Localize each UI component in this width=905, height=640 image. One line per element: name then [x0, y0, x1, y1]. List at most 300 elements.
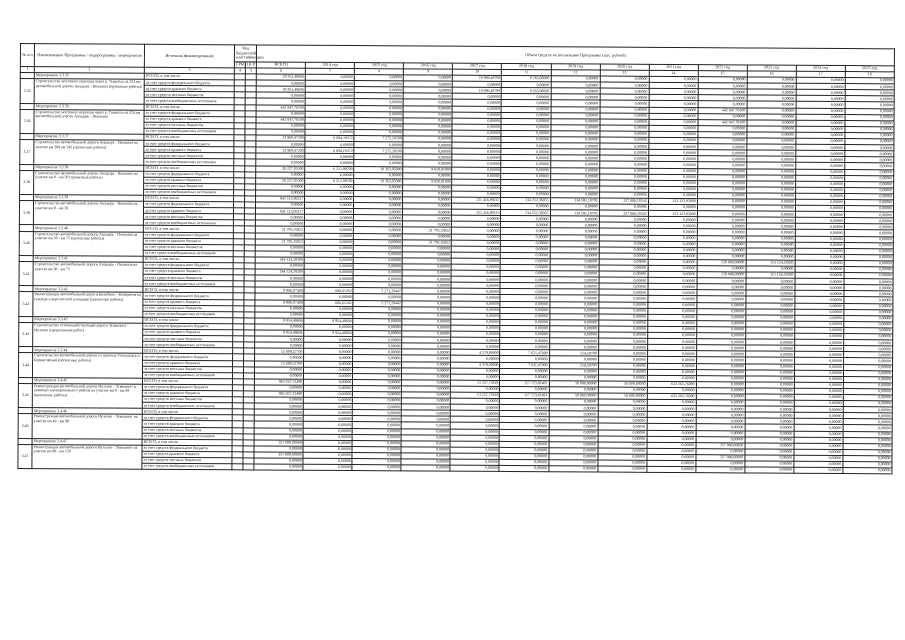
amount-cell: 0,00000	[696, 394, 745, 400]
amount-cell: 0,00000	[451, 404, 500, 410]
amount-cell: 0,00000	[305, 184, 354, 190]
amount-cell: 0,00000	[796, 83, 845, 89]
amount-cell: 0,00000	[548, 454, 597, 460]
amount-cell: 0,00000	[452, 203, 501, 209]
amount-cell: 0,00000	[843, 462, 892, 468]
amount-cell: 0,00000	[550, 277, 599, 283]
amount-cell: 0,00000	[353, 324, 402, 330]
source-label: за счет средств внебюджетных источников	[144, 189, 234, 196]
amount-cell: 0,00000	[600, 125, 649, 131]
group-title: Мероприятие 3.3.39	[34, 195, 144, 202]
amount-cell: 0,00000	[403, 203, 452, 209]
amount-cell: 0,00000	[599, 186, 648, 192]
amount-cell: 0,00000	[255, 354, 304, 360]
amount-cell: 0,00000	[794, 339, 843, 345]
source-label: за счет средств краевого бюджета	[144, 146, 234, 153]
amount-cell: 442 847,78100	[256, 117, 305, 123]
amount-cell: 0,00000	[845, 102, 894, 108]
amount-cell: 0,00000	[698, 144, 747, 150]
amount-cell: 0,00000	[355, 81, 404, 87]
amount-cell: 0,00000	[649, 95, 698, 101]
amount-cell: 0,00000	[550, 155, 599, 161]
amount-cell: 0,00000	[698, 95, 747, 101]
amount-cell: 0,00000	[353, 294, 402, 300]
amount-cell: 0,00000	[305, 214, 354, 220]
amount-cell: 0,00000	[549, 441, 598, 447]
row-number: 3.40	[19, 231, 33, 255]
amount-cell: 0,00000	[352, 465, 401, 471]
amount-cell: 0,00000	[845, 157, 894, 163]
amount-cell: 0,00000	[843, 449, 892, 455]
amount-cell: 0,00000	[599, 180, 648, 186]
amount-cell: 0,00000	[402, 264, 451, 270]
amount-cell: 0,00000	[255, 275, 304, 281]
amount-cell: 0,00000	[795, 303, 844, 309]
amount-cell: 0,00000	[402, 294, 451, 300]
amount-cell: 0,00000	[845, 96, 894, 102]
amount-cell: 0,00000	[499, 459, 548, 465]
amount-cell: 0,00000	[402, 331, 451, 337]
amount-cell: 0,00000	[401, 465, 450, 471]
amount-cell: 0,00000	[549, 295, 598, 301]
amount-cell: 0,00000	[451, 276, 500, 282]
group-title: Мероприятие 3.3.36	[34, 103, 144, 110]
amount-cell: 0,00000	[795, 217, 844, 223]
source-label: за счет средств местных бюджетов	[143, 244, 233, 251]
amount-cell: 0,00000	[500, 283, 549, 289]
amount-cell: 0,00000	[647, 460, 696, 466]
amount-cell: 0,00000	[843, 388, 892, 394]
amount-cell: 0,00000	[354, 117, 403, 123]
amount-cell: 0,00000	[745, 351, 794, 357]
amount-cell: 0,00000	[745, 321, 794, 327]
amount-cell: 0,00000	[843, 376, 892, 382]
amount-cell: 0,00000	[452, 234, 501, 240]
source-label: за счет средств местных бюджетов	[144, 214, 234, 221]
amount-cell: 0,00000	[746, 162, 795, 168]
amount-cell: 0,00000	[843, 437, 892, 443]
amount-cell: 0,00000	[647, 412, 696, 418]
amount-cell: 0,00000	[794, 419, 843, 425]
amount-cell: 963 267,31490	[255, 391, 304, 397]
source-label: за счет средств местных бюджетов	[143, 274, 233, 281]
amount-cell: 0,00000	[501, 228, 550, 234]
amount-cell: 134 591,18705	[550, 198, 599, 204]
amount-cell: 0,00000	[550, 265, 599, 271]
amount-cell: 0,00000	[303, 422, 352, 428]
amount-cell: 0,00000	[648, 247, 697, 253]
group-title: Мероприятие 3.3.35	[34, 73, 144, 80]
amount-cell: 0,00000	[452, 252, 501, 258]
amount-cell: 0,00000	[845, 90, 894, 96]
amount-cell: 0,00000	[598, 308, 647, 314]
amount-cell: 7 621,47000	[500, 362, 549, 368]
column-index: 2	[34, 67, 144, 74]
amount-cell: 0,00000	[696, 351, 745, 357]
amount-cell: 0,00000	[598, 332, 647, 338]
amount-cell: 0,00000	[550, 259, 599, 265]
source-label: за счет средств местных бюджетов	[142, 427, 232, 434]
amount-cell: 0,00000	[550, 222, 599, 228]
source-label: за счет средств федерального бюджета	[142, 445, 232, 452]
amount-cell: 0,00000	[452, 106, 501, 112]
amount-cell: 0,00000	[599, 265, 648, 271]
budget-table	[17, 43, 895, 475]
amount-cell: 0,00000	[500, 301, 549, 307]
amount-cell: 0,00000	[352, 428, 401, 434]
source-label: за счет средств федерального бюджета	[143, 354, 233, 361]
amount-cell: 0,00000	[305, 239, 354, 245]
amount-cell: 0,00000	[353, 276, 402, 282]
measure-name: Строительство мостового перехода через р. Тымъёль на 224 км автомобильной дороги Анадырь - Пенжина	[34, 109, 144, 134]
amount-cell: 0,00000	[648, 284, 697, 290]
amount-cell: 0,00000	[697, 150, 746, 156]
amount-cell: 0,00000	[795, 242, 844, 248]
amount-cell: 129 000,00000	[697, 272, 746, 278]
amount-cell: 0,00000	[746, 229, 795, 235]
source-label: за счет средств краевого бюджета	[143, 268, 233, 275]
header-year: 2019 год	[551, 64, 600, 70]
amount-cell: 0,00000	[746, 181, 795, 187]
amount-cell: 0,00000	[598, 344, 647, 350]
amount-cell: 0,00000	[352, 452, 401, 458]
amount-cell: 0,00000	[256, 123, 305, 129]
row-number: 3.45	[18, 383, 32, 407]
amount-cell: 0,00000	[255, 263, 304, 269]
amount-cell: 0,00000	[844, 200, 893, 206]
amount-cell: 0,00000	[746, 175, 795, 181]
amount-cell: 0,00000	[453, 100, 502, 106]
source-label: за счет средств внебюджетных источников	[143, 220, 233, 227]
source-label: за счет средств краевого бюджета	[143, 238, 233, 245]
amount-cell: 0,00000	[844, 230, 893, 236]
amount-cell: 0,00000	[598, 320, 647, 326]
header-year: 2021 год	[649, 64, 698, 70]
amount-cell: 0,00000	[648, 259, 697, 265]
source-label: за счет средств краевого бюджета	[144, 116, 234, 123]
row-number: 3.39	[19, 201, 33, 225]
amount-cell: 0,00000	[354, 172, 403, 178]
amount-cell: 0,00000	[599, 168, 648, 174]
amount-cell: 0,00000	[303, 428, 352, 434]
source-label: за счет средств федерального бюджета	[142, 415, 232, 422]
amount-cell: 0,00000	[746, 248, 795, 254]
amount-cell: 0,00000	[844, 285, 893, 291]
amount-cell: 0,00000	[303, 458, 352, 464]
amount-cell: 0,00000	[451, 282, 500, 288]
amount-cell: 0,00000	[843, 431, 892, 437]
amount-cell: 0,00000	[795, 181, 844, 187]
source-label: за счет средств внебюджетных источников	[144, 159, 234, 166]
amount-cell: 0,00000	[500, 277, 549, 283]
amount-cell: 0,00000	[648, 265, 697, 271]
header-year: 2024 год	[796, 65, 845, 71]
amount-cell: 0,00000	[502, 112, 551, 118]
amount-cell: 0,00000	[452, 167, 501, 173]
amount-cell: 0,00000	[745, 412, 794, 418]
source-label: ВСЕГО, в том числе:	[142, 439, 232, 446]
column-index: 15	[698, 71, 747, 77]
amount-cell: 0,00000	[548, 466, 597, 472]
amount-cell: 0,00000	[746, 205, 795, 211]
amount-cell: 0,00000	[354, 142, 403, 148]
amount-cell: 0,00000	[303, 452, 352, 458]
amount-cell: 0,00000	[845, 84, 894, 90]
amount-cell: 0,00000	[500, 405, 549, 411]
column-index: 16	[747, 71, 796, 77]
amount-cell: 0,00000	[402, 306, 451, 312]
amount-cell: 0,00000	[844, 181, 893, 187]
amount-cell: 5 271,20447	[353, 288, 402, 294]
amount-cell: 0,00000	[794, 345, 843, 351]
amount-cell: 0,00000	[647, 405, 696, 411]
amount-cell: 0,00000	[600, 82, 649, 88]
amount-cell: 0,00000	[549, 289, 598, 295]
amount-cell: 0,00000	[649, 131, 698, 137]
grbs-cell	[232, 464, 243, 470]
amount-cell: 0,00000	[501, 234, 550, 240]
amount-cell: 0,00000	[844, 254, 893, 260]
measure-name: Строительство сезоннодействующей дороги Эгвекинот - Иультин (продолжение работ)	[33, 323, 143, 348]
amount-cell: 115 124,28300	[746, 272, 795, 278]
amount-cell: 0,00000	[550, 173, 599, 179]
amount-cell: 0,00000	[844, 193, 893, 199]
amount-cell: 0,00000	[451, 423, 500, 429]
source-label: за счет средств краевого бюджета	[143, 329, 233, 336]
amount-cell: 0,00000	[647, 387, 696, 393]
amount-cell: 0,00000	[696, 430, 745, 436]
amount-cell: 0,00000	[550, 192, 599, 198]
source-label: ВСЕГО, в том числе:	[143, 226, 233, 233]
amount-cell: 0,00000	[402, 276, 451, 282]
amount-cell: 0,00000	[795, 321, 844, 327]
amount-cell: 0,00000	[306, 80, 355, 86]
column-index: 11	[502, 70, 551, 76]
amount-cell: 129 000,00000	[697, 260, 746, 266]
amount-cell: 357 000,00000	[696, 442, 745, 448]
source-label: за счет средств краевого бюджета	[142, 390, 232, 397]
amount-cell: 0,00000	[403, 148, 452, 154]
amount-cell: 0,00000	[353, 270, 402, 276]
amount-cell: 50 000,00000	[598, 393, 647, 399]
amount-cell: 0,00000	[599, 149, 648, 155]
amount-cell: 6 212,99700	[305, 178, 354, 184]
amount-cell: 0,00000	[697, 284, 746, 290]
amount-cell: 0,00000	[403, 172, 452, 178]
amount-cell: 0,00000	[746, 309, 795, 315]
amount-cell: 10 363,95000	[354, 166, 403, 172]
column-index: 1	[20, 67, 34, 73]
amount-cell: 0,00000	[597, 460, 646, 466]
amount-cell: 0,00000	[549, 399, 598, 405]
amount-cell: 0,00000	[795, 205, 844, 211]
amount-cell: 0,00000	[794, 394, 843, 400]
amount-cell: 0,00000	[402, 410, 451, 416]
measure-name: Строительство мостового перехода через р. Тымъёль на 224 км автомобильной дороги Анадырь - Пенжина (проектные работы)	[34, 79, 144, 104]
group-title: Мероприятие 3.3.38	[34, 164, 144, 171]
header-grbs: ГРБС	[236, 61, 247, 67]
amount-cell: 0,00000	[745, 388, 794, 394]
amount-cell: 0,00000	[353, 373, 402, 379]
amount-cell: 244 124,28300	[255, 269, 304, 275]
amount-cell: 0,00000	[648, 156, 697, 162]
amount-cell: 0,00000	[745, 327, 794, 333]
amount-cell: 0,00000	[500, 356, 549, 362]
amount-cell: 0,00000	[696, 357, 745, 363]
amount-cell: 0,00000	[845, 120, 894, 126]
row-number: 3.44	[18, 353, 32, 377]
amount-cell: 0,00000	[647, 314, 696, 320]
amount-cell: 0,00000	[500, 368, 549, 374]
group-title: Мероприятие 3.4.45	[32, 377, 142, 384]
amount-cell: 0,00000	[598, 338, 647, 344]
amount-cell: 0,00000	[794, 400, 843, 406]
amount-cell: 0,00000	[844, 206, 893, 212]
amount-cell: 0,00000	[747, 132, 796, 138]
amount-cell: 0,00000	[745, 382, 794, 388]
amount-cell: 0,00000	[794, 449, 843, 455]
amount-cell: 0,00000	[402, 355, 451, 361]
amount-cell: 0,00000	[304, 294, 353, 300]
amount-cell: 0,00000	[403, 221, 452, 227]
amount-cell: 0,00000	[746, 266, 795, 272]
amount-cell: 0,00000	[697, 186, 746, 192]
amount-cell: 0,00000	[451, 331, 500, 337]
source-label: за счет средств внебюджетных источников	[143, 372, 233, 379]
measure-name: Строительство автомобильной дороги от причала Угольный в п. Беринговский (проектные работы)	[32, 353, 142, 378]
amount-cell: 0,00000	[304, 257, 353, 263]
amount-cell: 0,00000	[402, 349, 451, 355]
column-index: 14	[649, 70, 698, 76]
amount-cell: 0,00000	[353, 312, 402, 318]
measure-name: Строительство автомобильной дороги Анадырь - Пенжина на участке км 30 - км 75	[33, 262, 143, 287]
amount-cell: 0,00000	[353, 398, 402, 404]
amount-cell: 0,00000	[746, 242, 795, 248]
amount-cell: 0,00000	[696, 388, 745, 394]
amount-cell: 0,00000	[746, 199, 795, 205]
amount-cell: 0,00000	[843, 382, 892, 388]
amount-cell: 0,00000	[354, 93, 403, 99]
amount-cell: 0,00000	[354, 105, 403, 111]
amount-cell: 9 650,91000	[403, 166, 452, 172]
amount-cell: 0,00000	[598, 363, 647, 369]
amount-cell: 0,00000	[648, 229, 697, 235]
amount-cell: 0,00000	[451, 301, 500, 307]
amount-cell: 0,00000	[402, 398, 451, 404]
measure-name: Строительство автомобильной дороги Анадырь - Пенжина на участке км 308 км 245 (проектные работы)	[34, 140, 144, 165]
amount-cell: 0,00000	[255, 245, 304, 251]
amount-cell: 0,00000	[452, 246, 501, 252]
amount-cell: 0,00000	[794, 455, 843, 461]
amount-cell: 0,00000	[697, 211, 746, 217]
amount-cell: 0,00000	[452, 112, 501, 118]
amount-cell: 0,00000	[697, 247, 746, 253]
amount-cell: 0,00000	[843, 425, 892, 431]
amount-cell: 0,00000	[745, 461, 794, 467]
amount-cell: 0,00000	[549, 326, 598, 332]
amount-cell: 0,00000	[697, 266, 746, 272]
source-label: за счет средств краевого бюджета	[144, 177, 234, 184]
amount-cell: 0,00000	[450, 447, 499, 453]
amount-cell: 0,00000	[451, 307, 500, 313]
amount-cell: 0,00000	[501, 252, 550, 258]
amount-cell: 0,00000	[746, 193, 795, 199]
amount-cell: 0,00000	[453, 81, 502, 87]
amount-cell: 0,00000	[794, 333, 843, 339]
amount-cell: 0,00000	[795, 163, 844, 169]
amount-cell: 0,00000	[501, 246, 550, 252]
amount-cell: 0,00000	[843, 364, 892, 370]
amount-cell: 0,00000	[501, 271, 550, 277]
amount-cell: 0,00000	[551, 82, 600, 88]
amount-cell: 0,00000	[450, 459, 499, 465]
amount-cell: 0,00000	[600, 88, 649, 94]
amount-cell: 941 115,06317	[256, 208, 305, 214]
amount-cell: 0,00000	[647, 430, 696, 436]
amount-cell: 13 257,73919	[451, 380, 500, 386]
amount-cell: 0,00000	[305, 233, 354, 239]
amount-cell: 357 000,00000	[254, 452, 303, 458]
amount-cell: 0,00000	[305, 111, 354, 117]
amount-cell: 0,00000	[402, 404, 451, 410]
amount-cell: 0,00000	[648, 150, 697, 156]
amount-cell: 0,00000	[795, 260, 844, 266]
amount-cell: 0,00000	[795, 278, 844, 284]
amount-cell: 0,00000	[696, 412, 745, 418]
amount-cell: 442 847,78100	[256, 105, 305, 111]
row-number: 3.37	[20, 140, 34, 164]
amount-cell: 0,00000	[452, 215, 501, 221]
amount-cell: 0,00000	[352, 446, 401, 452]
amount-cell: 0,00000	[451, 374, 500, 380]
amount-cell: 0,00000	[598, 356, 647, 362]
amount-cell: 0,00000	[747, 83, 796, 89]
amount-cell: 0,00000	[502, 100, 551, 106]
column-index: 3	[144, 67, 234, 74]
measure-name: Строительство автомобильной дороги Анадырь - Пенжина на участке км 0 - км 30	[33, 201, 143, 226]
amount-cell: 13 257,73919	[451, 392, 500, 398]
amount-cell: 0,00000	[598, 326, 647, 332]
header-total: ВСЕГО	[257, 62, 306, 68]
amount-cell: 0,00000	[647, 363, 696, 369]
amount-cell: 0,00000	[549, 417, 598, 423]
amount-cell: 0,00000	[745, 455, 794, 461]
amount-cell: 0,00000	[599, 192, 648, 198]
amount-cell: 0,00000	[745, 449, 794, 455]
amount-cell: 0,00000	[647, 326, 696, 332]
amount-cell: 0,00000	[353, 404, 402, 410]
amount-cell: 0,00000	[352, 422, 401, 428]
group-title: Мероприятие 3.3.44	[33, 347, 143, 354]
amount-cell: 0,00000	[551, 100, 600, 106]
amount-cell: 0,00000	[550, 246, 599, 252]
amount-cell: 0,00000	[844, 175, 893, 181]
amount-cell: 0,00000	[305, 129, 354, 135]
amount-cell: 0,00000	[795, 199, 844, 205]
amount-cell: 0,00000	[550, 137, 599, 143]
amount-cell: 0,00000	[747, 126, 796, 132]
amount-cell: 0,00000	[647, 345, 696, 351]
amount-cell: 0,00000	[403, 246, 452, 252]
amount-cell: 0,00000	[499, 453, 548, 459]
amount-cell: 0,00000	[549, 338, 598, 344]
amount-cell: 0,00000	[501, 167, 550, 173]
source-label: ВСЕГО, в том числе:	[143, 287, 233, 294]
amount-cell: 0,00000	[648, 223, 697, 229]
amount-cell: 0,00000	[451, 368, 500, 374]
amount-cell: 0,00000	[499, 466, 548, 472]
amount-cell: 9 650,91000	[403, 179, 452, 185]
